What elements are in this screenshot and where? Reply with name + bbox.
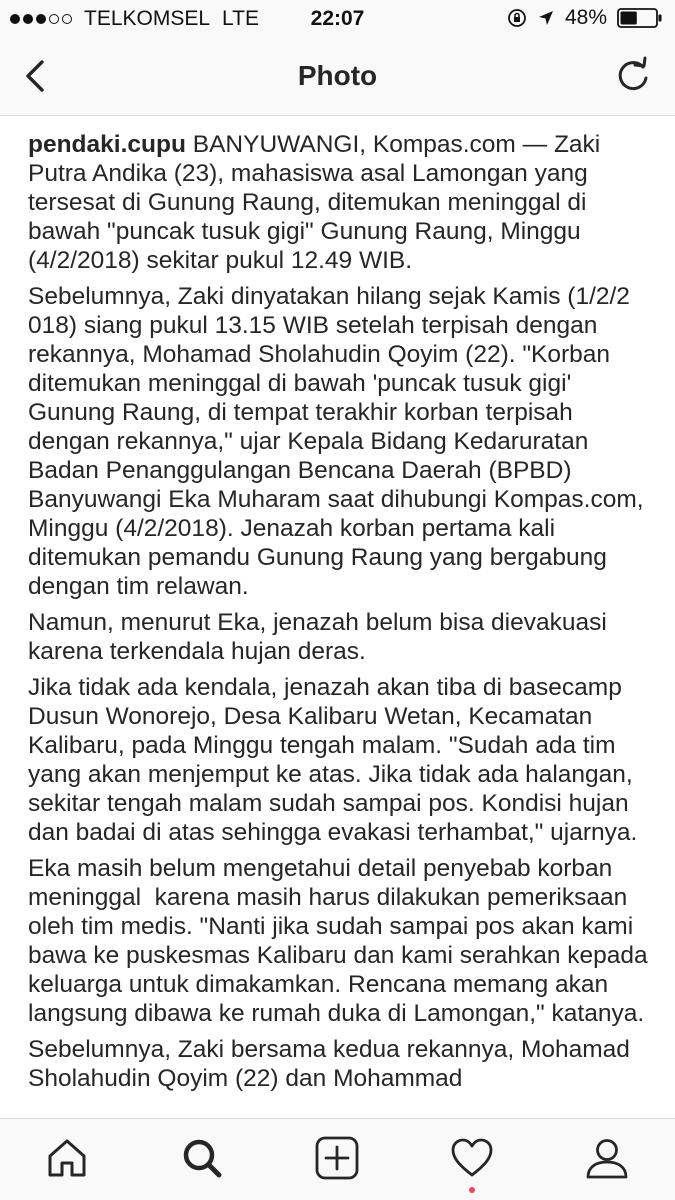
orientation-lock-icon [507, 8, 527, 28]
tab-bar [0, 1118, 675, 1200]
caption-text: BANYUWANGI, Kompas.com — Zaki Putra Andika (23), mahasiswa asal Lamongan yang tersesat di Gunung Raung, ditemukan meninggal di bawah "puncak tusuk gigi" Gunung Raung, Minggu (4/2/2018) sekitar pukul 12.49 WIB. [28, 131, 608, 274]
nav-bar [0, 38, 675, 116]
status-right [507, 6, 663, 30]
tab-search[interactable] [177, 1133, 227, 1183]
caption-paragraph: Sebelumnya, Zaki dinyatakan hilang sejak Kamis (1/2/2 018) siang pukul 13.15 WIB setelah terpisah dengan rekannya, Mohamad Sholahudin Qoyim (22). "Korban ditemukan meninggal di bawah 'puncak tusuk gigi' Gunung Raung, di tempat terakhir korban terpisah dengan rekannya," ujar Kepala Bidang Kedaruratan Badan Penanggulangan Bencana Daerah (BPBD) Banyuwangi Eka Muharam saat dihubungi Kompas.com, Minggu (4/2/2018). Jenazah korban pertama kali ditemukan pemandu Gunung Raung yang bergabung dengan tim relawan. [28, 283, 651, 600]
battery-icon [617, 7, 663, 29]
status-time: 22:07 [310, 7, 365, 30]
page-title: Photo [297, 60, 378, 91]
post-caption-area [0, 116, 675, 1118]
status-bar [0, 0, 675, 38]
search-icon [180, 1136, 224, 1180]
profile-icon [584, 1135, 630, 1181]
refresh-icon [613, 56, 653, 96]
location-arrow-icon [537, 9, 555, 27]
home-icon [45, 1136, 89, 1180]
add-post-icon [314, 1135, 360, 1181]
refresh-button[interactable] [613, 56, 653, 96]
tab-activity[interactable] [447, 1133, 497, 1183]
caption-paragraph: Eka masih belum mengetahui detail penyebab korban meninggal karena masih harus dilakukan pemeriksaan oleh tim medis. "Nanti jika sudah sampai pos akan kami bawa ke puskesmas Kalibaru dan kami serahkan kepada keluarga untuk dimakamkan. Rencana memang akan langsung dibawa ke rumah duka di Lamongan," katanya. [28, 855, 655, 1027]
carrier-name: TELKOMSEL [84, 7, 211, 30]
tab-new-post[interactable] [312, 1133, 362, 1183]
tab-profile[interactable] [582, 1133, 632, 1183]
caption-paragraph [28, 130, 653, 275]
battery-percent: 48% [564, 6, 607, 29]
network-type: LTE [222, 7, 260, 30]
caption-paragraph: Sebelumnya, Zaki bersama kedua rekannya, Mohamad Sholahudin Qoyim (22) dan Mohammad [28, 1036, 637, 1092]
username-link[interactable]: pendaki.cupu [28, 131, 186, 158]
caption-paragraph: Jika tidak ada kendala, jenazah akan tiba di basecamp Dusun Wonorejo, Desa Kalibaru Wetan, Kecamatan Kalibaru, pada Minggu tengah malam. "Sudah ada tim yang akan menjemput ke atas. Jika tidak ada halangan, sekitar tengah malam sudah sampai pos. Kondisi hujan dan badai di atas sehingga evakasi terhambat," ujarnya. [28, 674, 640, 846]
notification-dot [469, 1187, 475, 1193]
tab-home[interactable] [42, 1133, 92, 1183]
post-caption [28, 130, 653, 1100]
heart-icon [449, 1136, 495, 1180]
caption-paragraph: Namun, menurut Eka, jenazah belum bisa dievakuasi karena terkendala hujan deras. [28, 609, 614, 665]
